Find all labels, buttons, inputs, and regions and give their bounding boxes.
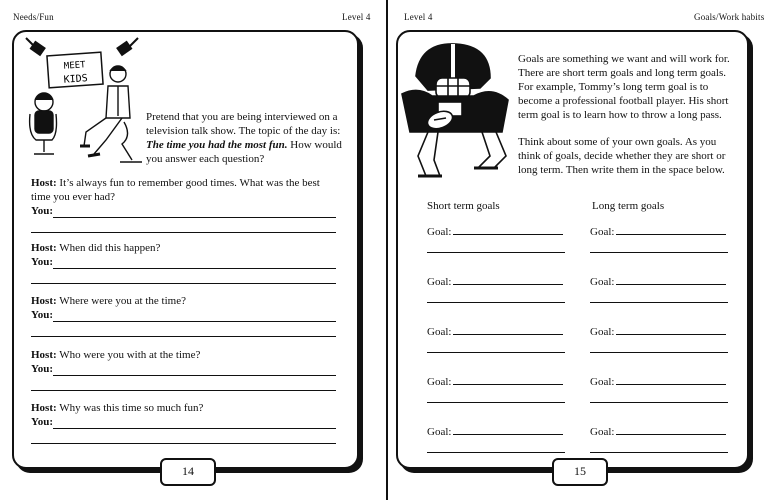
- goal-label: Goal:: [590, 226, 615, 238]
- right-page-number: 15: [552, 458, 608, 486]
- left-intro-question: How would you answer each question?: [146, 139, 342, 165]
- you-label: You:: [31, 363, 54, 375]
- long-goal-line-3[interactable]: [616, 334, 726, 335]
- long-goal-line-2[interactable]: [616, 284, 726, 285]
- short-goal-line-2b[interactable]: [427, 302, 565, 303]
- host-label: Host:: [31, 349, 57, 361]
- long-goal-line-5[interactable]: [616, 434, 726, 435]
- answer-line-3[interactable]: [53, 321, 336, 322]
- right-intro-2: Think about some of your own goals. As you think of goals, decide whether they are short or long term. Then write them in the space below.: [518, 136, 726, 176]
- you-label: You:: [31, 256, 54, 268]
- goal-label: Goal:: [590, 376, 615, 388]
- answer-line-4b[interactable]: [31, 376, 336, 391]
- left-page-number: 14: [160, 458, 216, 486]
- short-goal-line-3[interactable]: [453, 334, 563, 335]
- long-goal-2: [590, 276, 730, 303]
- interview-item-4: [31, 348, 336, 391]
- short-term-goals-heading: Short term goals: [427, 200, 500, 212]
- short-goal-line-1[interactable]: [453, 234, 563, 235]
- short-goal-2: [427, 276, 567, 303]
- long-goal-1: [590, 226, 730, 253]
- long-goal-line-1[interactable]: [616, 234, 726, 235]
- goal-label: Goal:: [427, 226, 452, 238]
- goal-label: Goal:: [427, 376, 452, 388]
- left-header-section: Needs/Fun: [13, 12, 54, 22]
- goal-label: Goal:: [590, 276, 615, 288]
- football-player-illustration: [398, 36, 516, 182]
- right-header-section: Goals/Work habits: [694, 12, 765, 22]
- kid-guest: [30, 93, 57, 154]
- host-question-2: When did this happen?: [59, 242, 161, 254]
- you-label: You:: [31, 416, 54, 428]
- short-goal-line-4[interactable]: [453, 384, 563, 385]
- long-goal-4: [590, 376, 730, 403]
- short-goal-4: [427, 376, 567, 403]
- left-intro: [146, 110, 342, 166]
- long-goal-3: [590, 326, 730, 353]
- answer-line-5[interactable]: [53, 428, 336, 429]
- goal-label: Goal:: [427, 276, 452, 288]
- host-label: Host:: [31, 402, 57, 414]
- long-goal-line-5b[interactable]: [590, 452, 728, 453]
- short-goal-line-5[interactable]: [453, 434, 563, 435]
- you-label: You:: [31, 309, 54, 321]
- you-label: You:: [31, 205, 54, 217]
- long-goal-line-3b[interactable]: [590, 352, 728, 353]
- spotlight-icon: [117, 38, 138, 56]
- spotlight-icon: [26, 38, 45, 56]
- short-goal-line-2[interactable]: [453, 284, 563, 285]
- right-header-level: Level 4: [404, 12, 433, 22]
- short-goal-line-1b[interactable]: [427, 252, 565, 253]
- short-goal-line-4b[interactable]: [427, 402, 565, 403]
- answer-line-5b[interactable]: [31, 429, 336, 444]
- svg-text:MEET: MEET: [63, 60, 86, 72]
- long-term-goals-heading: Long term goals: [592, 200, 665, 212]
- long-goal-line-2b[interactable]: [590, 302, 728, 303]
- long-goal-line-1b[interactable]: [590, 252, 728, 253]
- host-label: Host:: [31, 242, 57, 254]
- interview-item-1: [31, 176, 336, 233]
- host-question-5: Why was this time so much fun?: [59, 402, 204, 414]
- answer-line-1[interactable]: [53, 217, 336, 218]
- left-intro-text: Pretend that you are being interviewed on a television talk show. The topic of the day is:: [146, 111, 341, 137]
- talk-show-illustration: [22, 36, 144, 166]
- answer-line-1b[interactable]: [31, 218, 336, 233]
- goal-label: Goal:: [590, 326, 615, 338]
- short-goal-line-5b[interactable]: [427, 452, 565, 453]
- answer-line-2b[interactable]: [31, 269, 336, 284]
- host-question-4: Who were you with at the time?: [59, 349, 201, 361]
- book-spine: [386, 0, 388, 500]
- host-question-1: It’s always fun to remember good times. What was the best time you ever had?: [31, 177, 320, 203]
- left-intro-topic: The time you had the most fun.: [146, 139, 288, 151]
- left-header-level: Level 4: [342, 12, 371, 22]
- goal-label: Goal:: [427, 326, 452, 338]
- answer-line-4[interactable]: [53, 375, 336, 376]
- interview-item-3: [31, 294, 336, 337]
- long-goal-5: [590, 426, 730, 453]
- short-goal-1: [427, 226, 567, 253]
- goal-label: Goal:: [590, 426, 615, 438]
- long-goal-line-4b[interactable]: [590, 402, 728, 403]
- answer-line-2[interactable]: [53, 268, 336, 269]
- interview-item-5: [31, 401, 336, 444]
- short-goal-line-3b[interactable]: [427, 352, 565, 353]
- meet-the-kids-sign: [47, 52, 103, 88]
- goal-label: Goal:: [427, 426, 452, 438]
- host-question-3: Where were you at the time?: [59, 295, 186, 307]
- host-label: Host:: [31, 177, 57, 189]
- short-goal-5: [427, 426, 567, 453]
- short-goal-3: [427, 326, 567, 353]
- right-intro-1: Goals are something we want and will work for. There are short term goals and long term goals. For example, Tommy’s long term goal is to become a professional football player. His short term goal is to learn how to throw a long pass.: [518, 53, 730, 121]
- long-goal-line-4[interactable]: [616, 384, 726, 385]
- interview-item-2: [31, 241, 336, 284]
- answer-line-3b[interactable]: [31, 322, 336, 337]
- svg-text:KIDS: KIDS: [63, 73, 89, 86]
- host-label: Host:: [31, 295, 57, 307]
